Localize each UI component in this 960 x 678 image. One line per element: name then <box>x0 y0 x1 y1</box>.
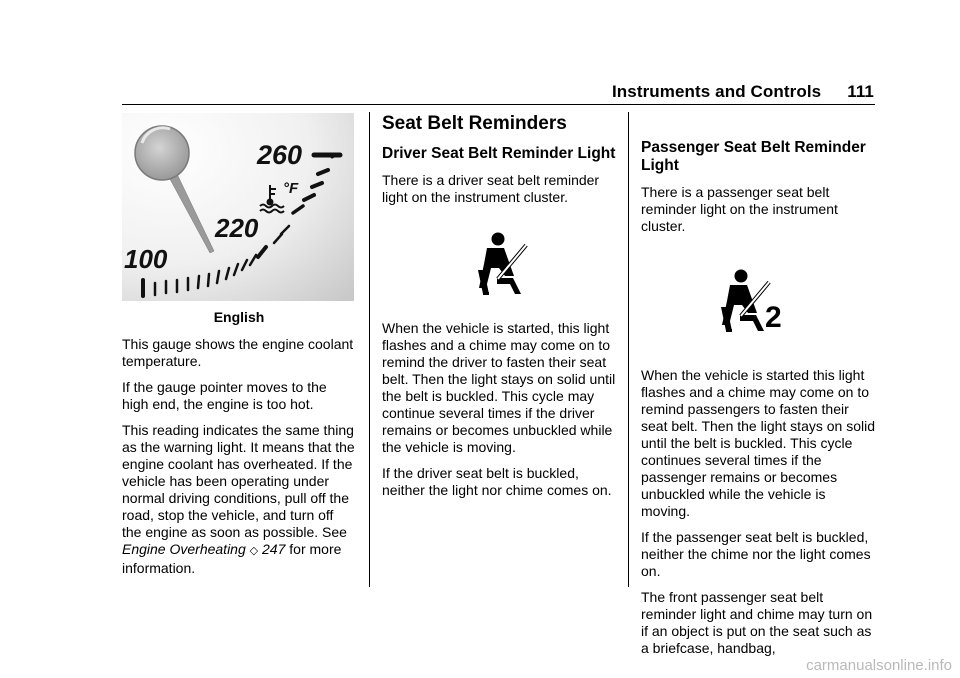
passenger-seat-belt-icon-wrap <box>641 263 877 333</box>
subsection-heading: Passenger Seat Belt Reminder Light <box>641 139 866 174</box>
gauge-hub <box>135 126 189 180</box>
section-title: Instruments and Controls <box>611 82 822 101</box>
page-reference-arrow-icon: ◇ <box>249 545 259 557</box>
paragraph: There is a passenger seat belt reminder light on the instrument cluster. <box>641 184 838 234</box>
driver-seat-belt-icon <box>382 226 618 296</box>
gauge-label-260: 260 <box>257 140 303 170</box>
running-header <box>612 82 874 102</box>
subsection-heading: Driver Seat Belt Reminder Light <box>382 145 616 162</box>
column-passenger-reminder <box>641 139 877 666</box>
paragraph: If the passenger seat belt is buckled, neither the chime nor the light comes on. <box>641 529 871 579</box>
gauge-caption: English <box>213 309 265 325</box>
paragraph: If the driver seat belt is buckled, neither the light nor chime comes on. <box>382 465 612 498</box>
gauge-label-220: 220 <box>215 213 259 243</box>
column-driver-reminder <box>382 113 618 508</box>
paragraph: If the gauge pointer moves to the high end, the engine is too hot. <box>122 379 327 412</box>
page-reference-number[interactable]: 247 <box>262 541 286 557</box>
engine-overheating-link[interactable]: Engine Overheating <box>122 541 246 557</box>
passenger-seat-number: 2 <box>765 301 782 333</box>
column-gauge <box>122 113 356 586</box>
coolant-temperature-gauge-image <box>122 113 354 301</box>
passenger-seat-belt-icon <box>641 263 877 333</box>
paragraph: When the vehicle is started, this light flashes and a chime may come on to remind the driver to fasten their seat belt. Then the light stays on solid until the belt is buckled. This cycle may continue several times if the driver remains or becomes unbuckled while the vehicle is moving. <box>382 320 616 455</box>
column-divider-1 <box>369 112 370 587</box>
page-number: 111 <box>847 82 874 101</box>
paragraph: When the vehicle is started this light flashes and a chime may come on to remind passengers to fasten their seat belt. Then the light stays on solid until the belt is buckled. This cycle continues several times if the passenger remains or becomes unbuckled while the vehicle is moving. <box>641 367 875 519</box>
paragraph-see-also: This reading indicates the same thing as the warning light. It means that the engine coolant has overheated. If the vehicle has been operating under normal driving conditions, pull off the road, stop the vehicle, and turn off the engine as soon as possible. See Engine Overheating ◇ 247 for more information. <box>122 422 355 576</box>
paragraph: There is a driver seat belt reminder light on the instrument cluster. <box>382 172 600 205</box>
paragraph: The front passenger seat belt reminder light and chime may turn on if an object is put on the seat such as a briefcase, handbag, <box>641 589 873 656</box>
header-rule <box>122 104 875 105</box>
gauge-label-100: 100 <box>124 244 168 274</box>
section-heading: Seat Belt Reminders <box>382 113 567 134</box>
watermark: carmanualsonline.info <box>806 657 952 674</box>
gauge-unit-label: °F <box>283 180 299 197</box>
paragraph: This gauge shows the engine coolant temperature. <box>122 336 354 369</box>
driver-seat-belt-icon-wrap <box>382 226 618 296</box>
column-divider-2 <box>628 112 629 587</box>
